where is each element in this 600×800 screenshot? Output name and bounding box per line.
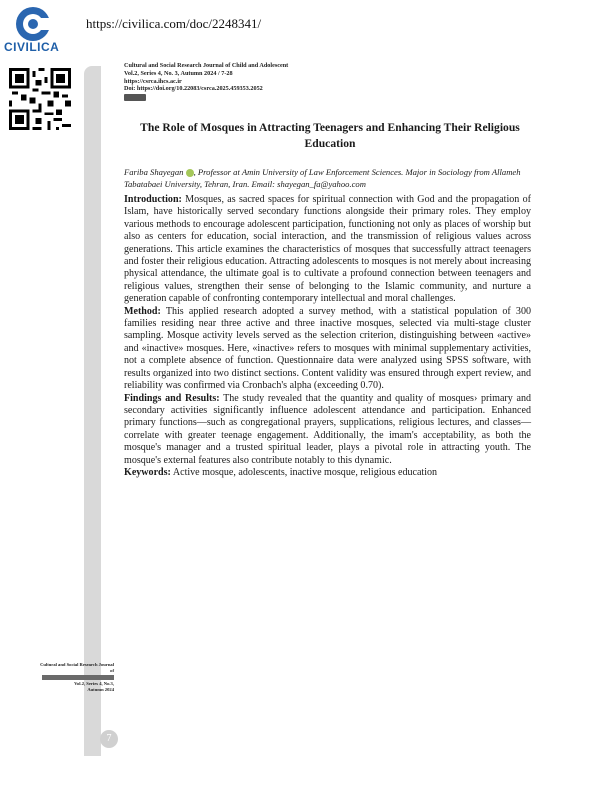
method-label: Method:	[124, 305, 161, 317]
footer-issue-line2: Autumn 2024	[87, 687, 114, 693]
introduction-text: Mosques, as sacred spaces for spiritual connection with God and the propagation of Islam, have historically served secondary functions alongside their primary roles. They employ various methods to encourage adolescent participation, functioning not only as places of worship but also as centers for education, social interaction, and the transmission of religious values across generations. This article examines the characteristics of mosques that successfully attract teenagers and foster their religious education. Attracting adolescents to mosques is not merely about increasing physical attendance, the ultimate goal is to cultivate a profound connection between teenagers and religious values, strengthen their sense of belonging to the Islamic community, and nurture a generation capable of confronting contemporary intellectual and moral challenges.	[124, 194, 531, 305]
footer-journal-mark	[38, 662, 114, 694]
findings-text: The study revealed that the quantity and quality of mosques› primary and secondary activities significantly influence adolescent attendance and participation. Enhanced primary functions—such as congregational prayers, supplications, religious lectures, and classes—correlate with greater teenage engagement. Additionally, the imam's acceptability, as both the mosque's manager and a trusted spiritual leader, plays a pivotal role in attracting youth. The mosque's external features also contribute notably to this dynamic.	[124, 392, 531, 466]
journal-name: Cultural and Social Research Journal of Child and Adolescent	[124, 62, 289, 69]
civilica-logo-icon	[7, 6, 61, 42]
page-side-strip	[84, 66, 101, 756]
orcid-icon[interactable]	[186, 169, 194, 177]
keywords-label: Keywords:	[124, 466, 171, 478]
journal-logo-icon	[42, 675, 114, 680]
author-info	[124, 166, 536, 190]
author-affiliation: , Professor at Amin University of Law Enforcement Sciences. Major in Sociology from Allameh Tabatabaei University, Tehran, Iran. Email: shayegan_fa@yahoo.com	[124, 167, 521, 189]
article-title: The Role of Mosques in Attracting Teenagers and Enhancing Their Religious Education	[140, 121, 520, 150]
footer-journal-name: Cultural and Social Research Journal of	[40, 662, 114, 674]
footer-issue-line1: Vol.2, Series 4, No.3,	[74, 680, 114, 686]
document-url[interactable]: https://civilica.com/doc/2248341/	[86, 16, 262, 31]
abstract-body	[124, 194, 531, 479]
abstract-findings	[124, 393, 531, 467]
abstract-keywords	[124, 467, 531, 479]
qr-code-icon	[9, 68, 71, 130]
findings-label: Findings and Results:	[124, 392, 220, 404]
introduction-label: Introduction:	[124, 194, 182, 205]
page-number: 7	[100, 730, 118, 748]
author-name: Fariba Shayegan	[124, 167, 184, 177]
abstract-method	[124, 306, 531, 393]
logo-text: CIVILICA	[4, 40, 60, 54]
method-text: This applied research adopted a survey method, with a statistical population of 300 families residing near three active and three inactive mosques, selected via multi-stage cluster sampling. Mosque activity levels served as the selection criterion, distinguishing between «active» and «inactive» mosques. Here, «inactive» refers to mosques with minimal supplementary activities, not a complete absence of function. Questionnaire data were analyzed using SPSS software, with results organized into two distinct sections. Content validity was ensured through expert review, and reliability was confirmed via Cronbach's alpha (exceeding 0.70).	[124, 305, 531, 392]
journal-site[interactable]: https://csrca.ihcs.ac.ir	[124, 77, 182, 85]
abstract-introduction	[124, 194, 531, 306]
journal-doi[interactable]: Doi: https://doi.org/10.22083/csrca.2025.459353.2052	[124, 85, 263, 93]
journal-issue: Vol.2, Series 4, No. 3, Autumn 2024 / 7-28	[124, 69, 233, 77]
journal-header	[124, 62, 288, 104]
keywords-text: Active mosque, adolescents, inactive mosque, religious education	[170, 466, 438, 478]
cc-license-icon	[124, 94, 146, 101]
